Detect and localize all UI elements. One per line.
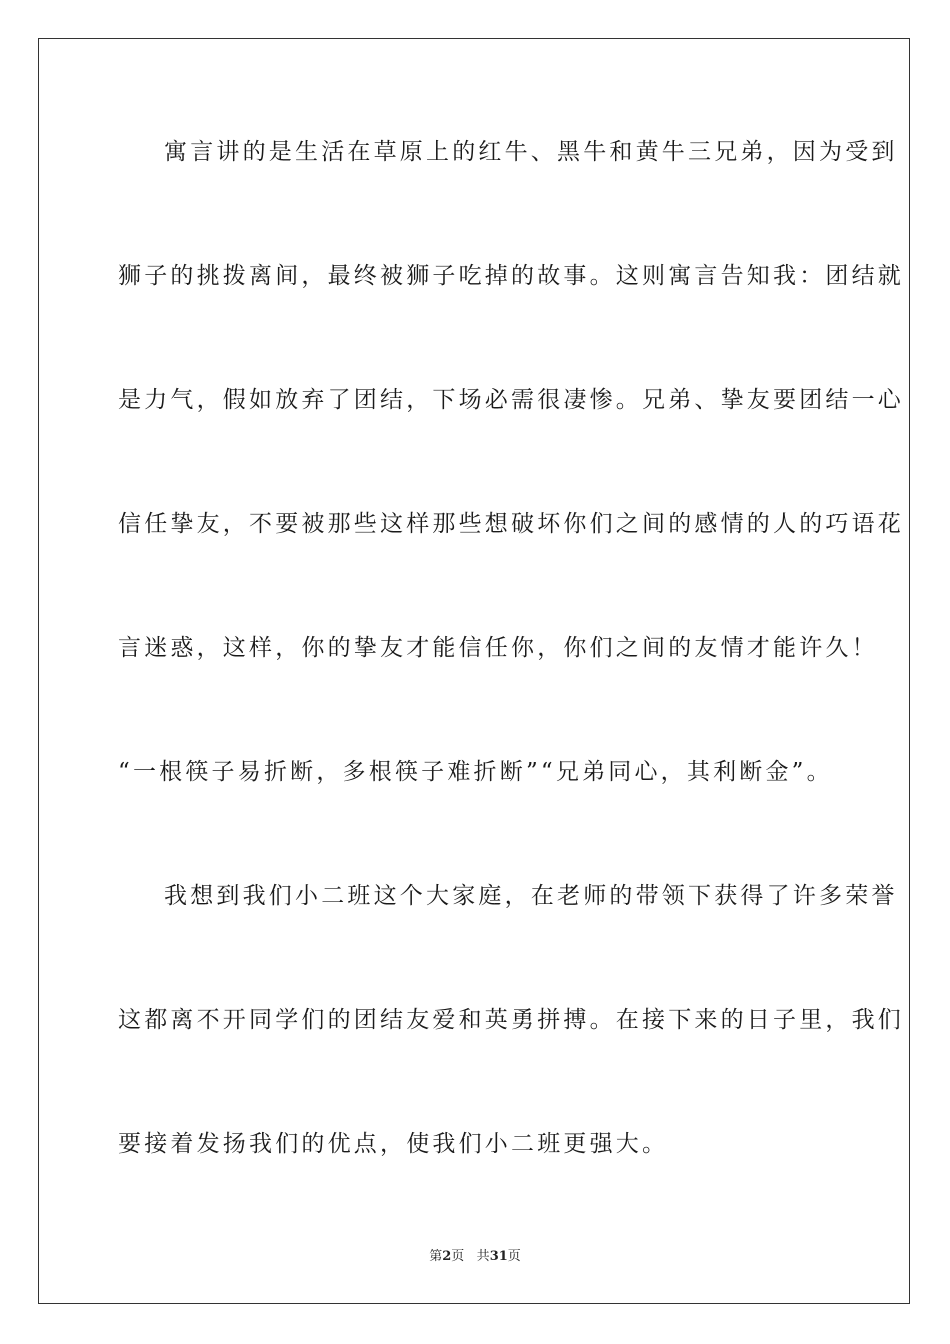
total-suffix: 页 — [507, 1249, 521, 1264]
paragraph-1-line-2: 狮子的挑拨离间，最终被狮子吃掉的故事。这则寓言告知我：团结就 — [118, 263, 904, 289]
page-footer — [0, 1248, 950, 1266]
page-total: 31 — [489, 1249, 508, 1264]
page-prefix: 第 — [429, 1249, 443, 1264]
paragraph-1-line-1: 寓言讲的是生活在草原上的红牛、黑牛和黄牛三兄弟，因为受到 — [164, 139, 898, 165]
paragraph-2-line-2: 这都离不开同学们的团结友爱和英勇拼搏。在接下来的日子里，我们 — [118, 1007, 904, 1033]
paragraph-1-line-5: 言迷惑，这样，你的挚友才能信任你，你们之间的友情才能许久！ — [118, 635, 878, 661]
page-border — [38, 38, 910, 1304]
paragraph-1-line-3: 是力气，假如放弃了团结，下场必需很凄惨。兄弟、挚友要团结一心 — [118, 387, 904, 413]
total-prefix: 共 — [476, 1249, 490, 1264]
paragraph-2-line-1: 我想到我们小二班这个大家庭，在老师的带领下获得了许多荣誉 — [164, 883, 898, 909]
paragraph-1-line-6: “一根筷子易折断，多根筷子难折断”“兄弟同心，其利断金”。 — [118, 759, 833, 785]
paragraph-2-line-3: 要接着发扬我们的优点，使我们小二班更强大。 — [118, 1131, 669, 1157]
page-current: 2 — [442, 1249, 452, 1264]
paragraph-1-line-4: 信任挚友，不要被那些这样那些想破坏你们之间的感情的人的巧语花 — [118, 511, 904, 537]
page-suffix: 页 — [451, 1249, 465, 1264]
